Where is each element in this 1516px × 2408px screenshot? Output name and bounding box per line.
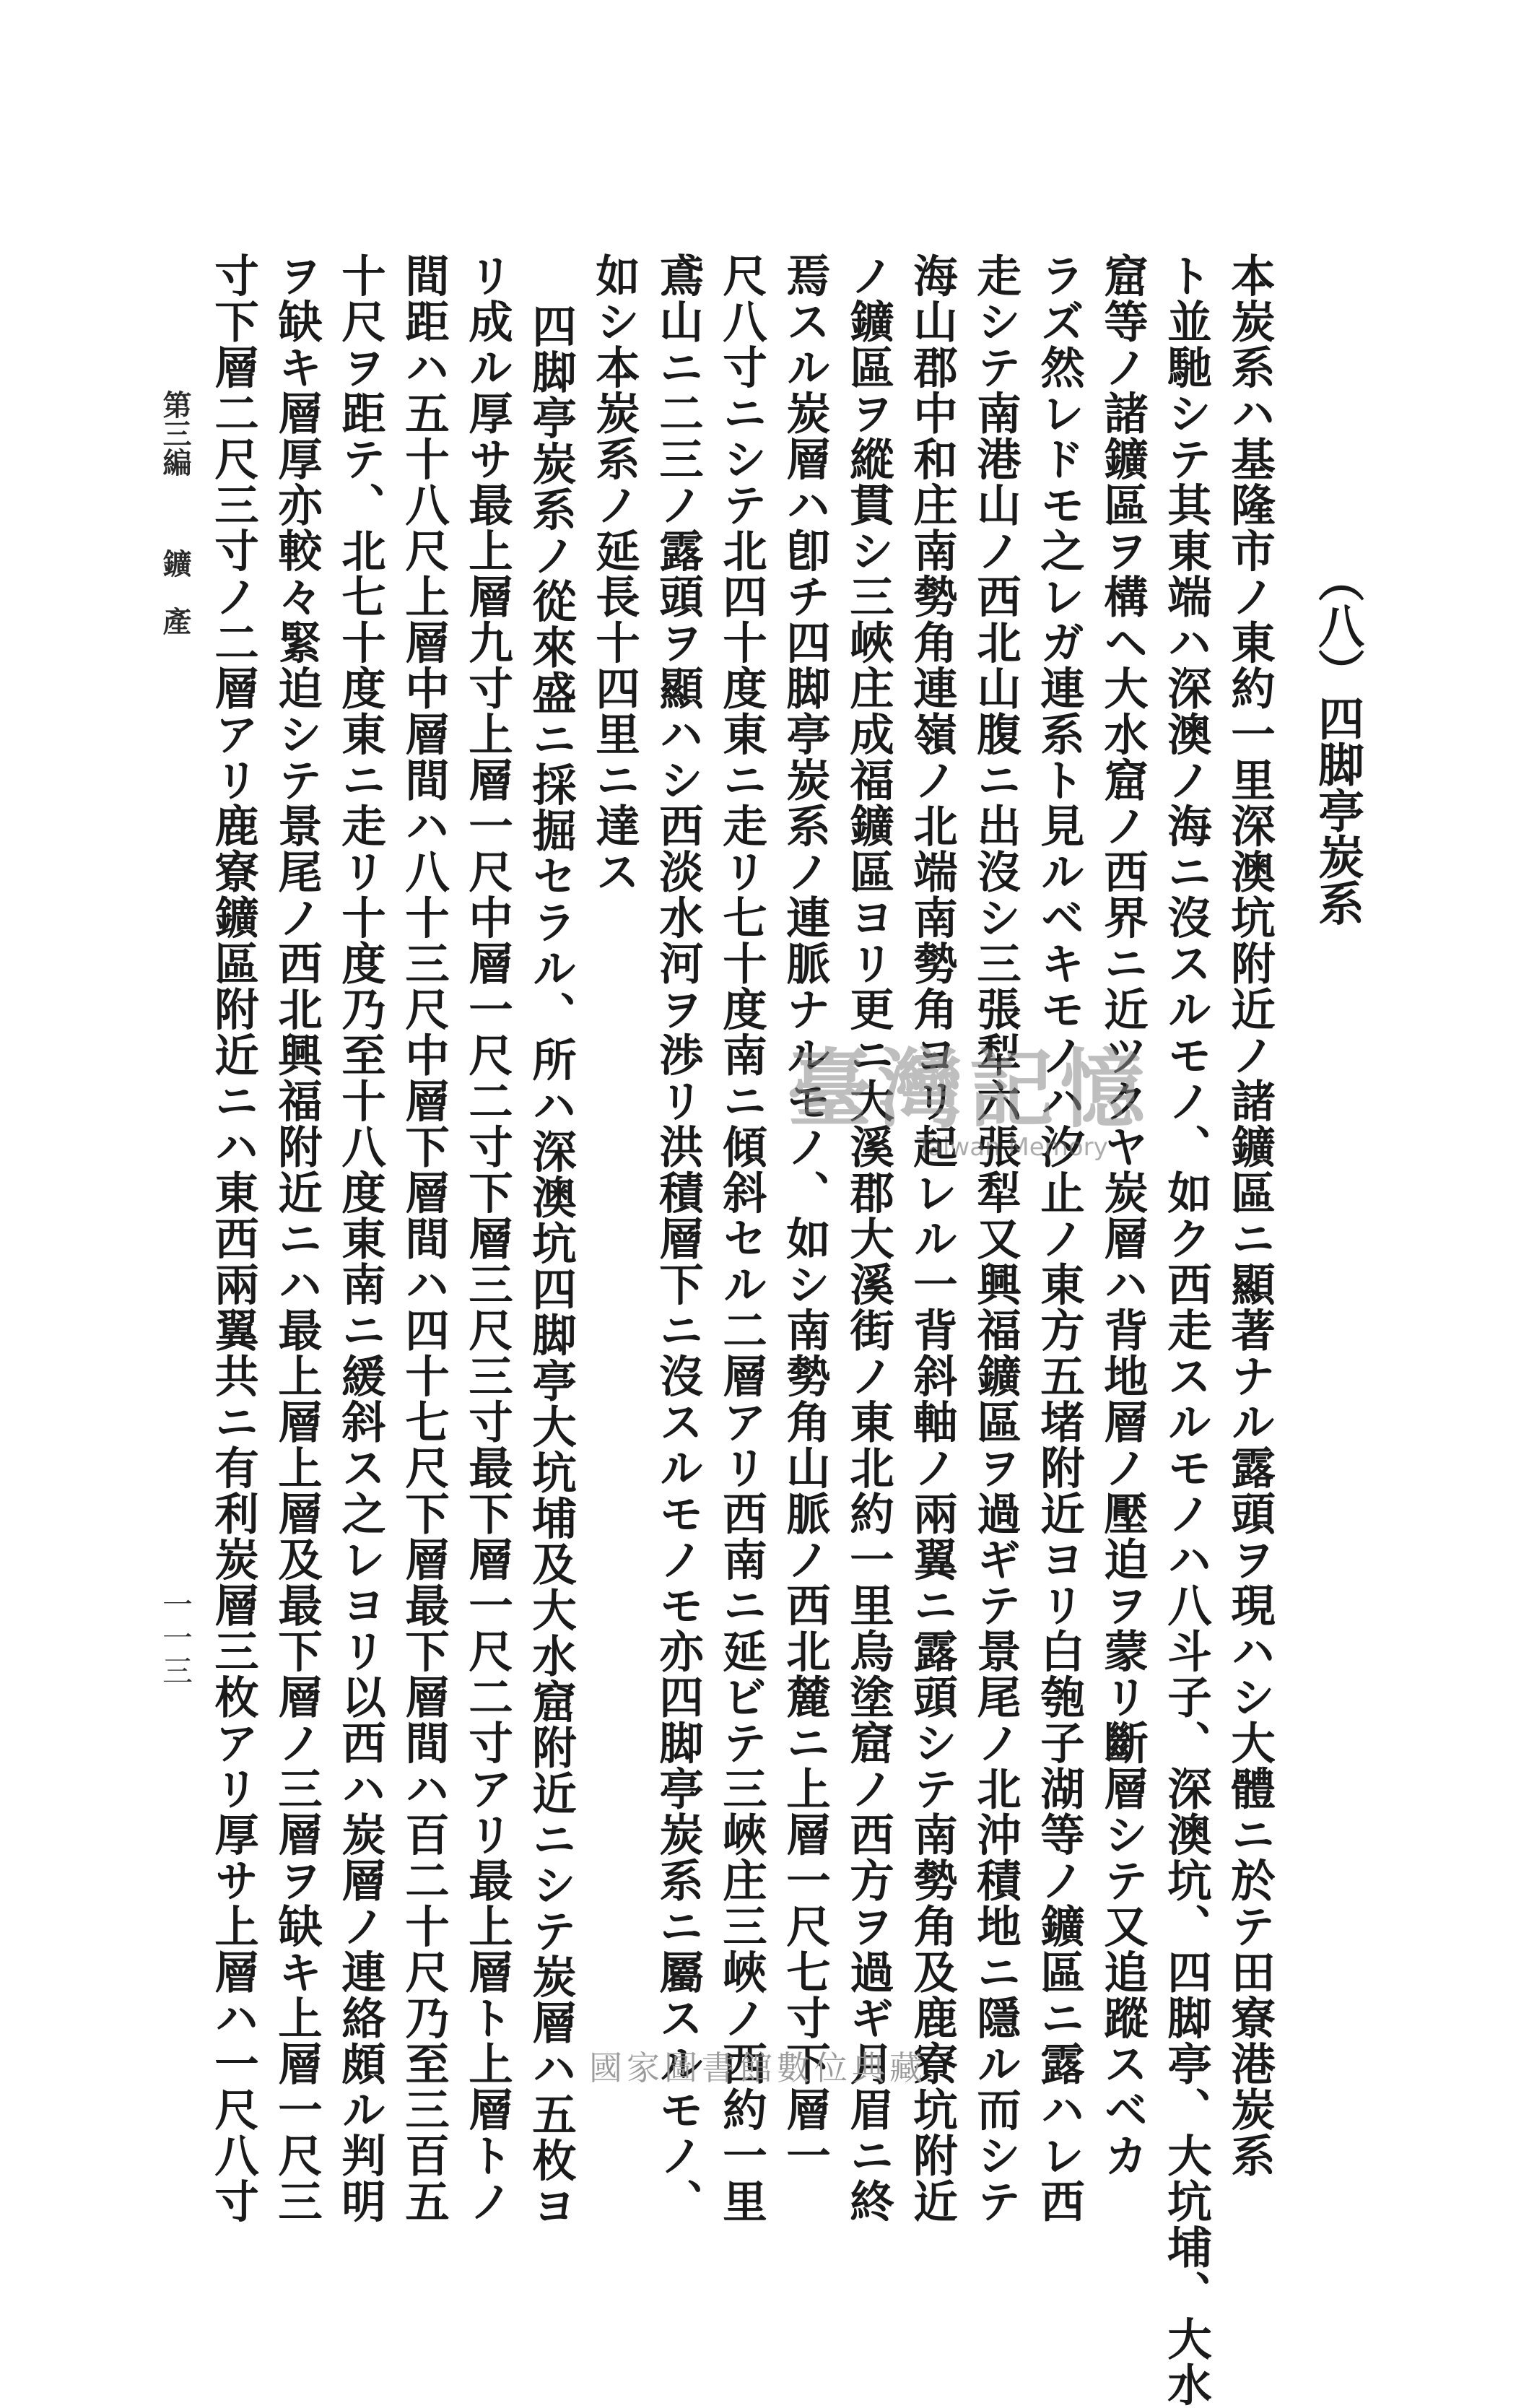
watermark-english: Taiwan Memory [917, 1133, 1108, 1162]
text-column: 尺八寸ニシテ北四十度東ニ走リ七十度南ニ傾斜セル二層アリ西南ニ延ビテ三峽庄三峽ノ西約一里 [715, 253, 768, 2225]
text-column: 海山郡中和庄南勢角連嶺ノ北端南勢角ヨリ起レル一背斜軸ノ兩翼ニ露頭シテ南勢角及鹿寮坑附近 [905, 253, 959, 2225]
page-number: 一一三 [158, 1588, 193, 1688]
text-column: 窟等ノ諸鑛區ヲ構ヘ大水窟ノ西界ニ近ツクヤ炭層ハ背地層ノ壓迫ヲ蒙リ斷層シテ又追蹤スベカ [1096, 253, 1149, 2178]
running-head-subject: 鑛 產 [158, 549, 192, 635]
watermark-chinese: 臺灣記憶 [787, 1039, 1151, 1139]
text-column: 鳶山ニ二三ノ露頭ヲ顯ハシ西淡水河ヲ渉リ洪積層下ニ沒スルモノモ亦四脚亭炭系ニ屬スルモノ、 [651, 253, 705, 2225]
section-heading: （八）四脚亭炭系 [1310, 556, 1364, 926]
text-column: 焉スル炭層ハ卽チ四脚亭炭系ノ連脈ナルモノ、如シ南勢角山脈ノ西北麓ニ上層一尺七寸下層一 [778, 253, 832, 2178]
text-column: 如シ本炭系ノ延長十四里ニ達ス [588, 253, 641, 895]
text-column: 間距ハ五十八尺上層中層間ハ八十三尺中層下層間ハ四十七尺下層最下層間ハ百二十尺乃至三百五 [397, 253, 450, 2225]
text-column: ヲ缺キ層厚亦較々緊迫シテ景尾ノ西北興福附近ニハ最上層上層及最下層ノ三層ヲ缺キ上層一尺三 [270, 253, 323, 2225]
text-column: 本炭系ハ基隆市ノ東約一里深澳坑附近ノ諸鑛區ニ顯著ナル露頭ヲ現ハシ大體ニ於テ田寮港炭系 [1223, 253, 1276, 2178]
text-column: ラズ然レドモ之レガ連系ト見ルベキモノハ汐止ノ東方五堵附近ヨリ白匏子湖等ノ鑛區ニ露ハレ西 [1032, 253, 1086, 2225]
text-column: 四脚亭炭系ノ從來盛ニ採掘セラル、所ハ深澳坑四脚亭大坑埔及大水窟附近ニシテ炭層ハ五枚ヨ [524, 303, 578, 2229]
running-head-section: 第三編 [158, 390, 192, 477]
text-column: ト並馳シテ其東端ハ深澳ノ海ニ沒スルモノ、如ク西走スルモノハ八斗子、深澳坑、四脚亭、大坑埔、大水 [1159, 253, 1213, 2408]
text-column: 走シテ南港山ノ西北山腹ニ出沒シ三張犁六張犁又興福鑛區ヲ過ギテ景尾ノ北沖積地ニ隱ル而シテ [969, 253, 1022, 2225]
text-column: リ成ル厚サ最上層九寸上層一尺中層一尺二寸下層三尺三寸最下層一尺二寸アリ最上層ト上層トノ [461, 253, 514, 2225]
text-column: 寸下層二尺三寸ノ二層アリ鹿寮鑛區附近ニハ東西兩翼共ニ有利炭層三枚アリ厚サ上層ハ一尺八寸 [206, 253, 260, 2225]
text-column: ノ鑛區ヲ縱貫シ三峽庄成福鑛區ヨリ更ニ大溪郡大溪街ノ東北約一里烏塗窟ノ西方ヲ過ギ月眉ニ終 [842, 253, 895, 2225]
footer-collection-label: 國家圖書館數位典藏 [589, 2048, 927, 2087]
text-column: 十尺ヲ距テ、北七十度東ニ走リ十度乃至十八度東南ニ緩斜ス之レヨリ以西ハ炭層ノ連絡頗ル判明 [334, 253, 387, 2225]
